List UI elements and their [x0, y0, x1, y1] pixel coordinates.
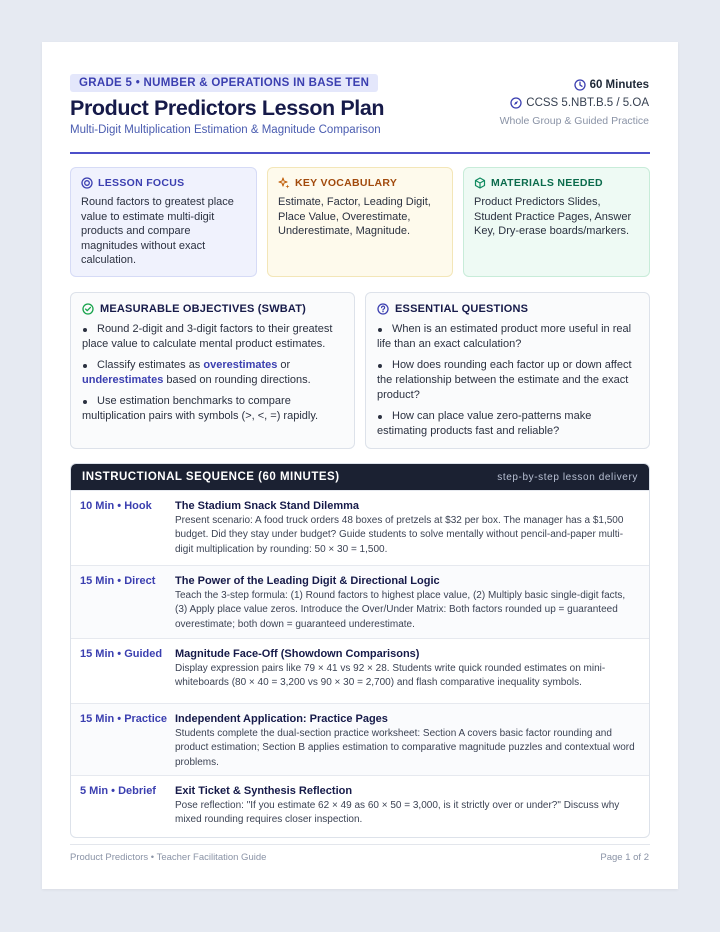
objective-text: based on rounding directions. — [163, 374, 311, 386]
header-divider — [70, 152, 650, 154]
vocabulary-text: Estimate, Factor, Leading Digit, Place Value, Overestimate, Underestimate, Magnitude. — [278, 196, 431, 238]
row-title: Exit Ticket & Synthesis Reflection — [175, 785, 353, 797]
row-title: The Power of the Leading Digit & Directional Logic — [175, 575, 440, 587]
objectives-box — [70, 292, 355, 449]
row-title: Independent Application: Practice Pages — [175, 713, 388, 725]
instructional-sequence — [70, 463, 650, 838]
objective-text: or — [277, 359, 291, 371]
lesson-plan-page — [42, 42, 678, 889]
row-title: Magnitude Face-Off (Showdown Comparisons) — [175, 648, 420, 660]
materials-heading — [474, 177, 639, 189]
sequence-row-practice — [71, 703, 649, 775]
check-circle-icon — [82, 303, 94, 315]
sequence-subtitle: step-by-step lesson delivery — [497, 471, 638, 483]
compass-icon — [510, 97, 522, 109]
vocabulary-heading — [278, 177, 442, 189]
sequence-title: INSTRUCTIONAL SEQUENCE (60 MINUTES) — [82, 471, 340, 483]
objectives-list — [82, 322, 343, 424]
page-number: Page 1 of 2 — [600, 852, 649, 863]
vocabulary-title: KEY VOCABULARY — [295, 177, 398, 189]
target-icon — [81, 177, 93, 189]
essential-questions-box — [365, 292, 650, 449]
essential-questions-heading — [377, 303, 638, 315]
lesson-focus-title: LESSON FOCUS — [98, 177, 185, 189]
row-time: 15 Min • Direct — [80, 575, 156, 587]
row-time: 10 Min • Hook — [80, 500, 152, 512]
objective-text: Classify estimates as — [97, 359, 204, 371]
delivery-mode: Whole Group & Guided Practice — [499, 115, 649, 127]
standards-text: CCSS 5.NBT.B.5 / 5.OA — [526, 97, 649, 109]
row-description: Display expression pairs like 79 × 41 vs 92 × 28. Students write quick rounded estimates on mini-whiteboards (80 × 40 = 3,200 vs 90 × 30 = 2,700) and flash comparative inequality symbols. — [175, 663, 606, 689]
questions-list — [377, 322, 638, 439]
vocabulary-card — [267, 167, 453, 277]
sequence-row-hook — [71, 490, 649, 565]
sequence-header — [71, 464, 649, 490]
materials-card — [463, 167, 650, 277]
sparkle-icon — [278, 177, 290, 189]
objective-item: Use estimation benchmarks to compare multiplication pairs with symbols (>, <, =) rapidly. — [82, 394, 343, 424]
package-icon — [474, 177, 486, 189]
page-title: Product Predictors Lesson Plan — [70, 96, 385, 120]
row-title: The Stadium Snack Stand Dilemma — [175, 500, 359, 512]
row-description: Teach the 3-step formula: (1) Round factors to highest place value, (2) Multiply basic single-digit facts, (3) Apply place value zeros. Introduce the Over/Under Matrix: Both factors rounded up = guaranteed overestimate; both down = guaranteed underestimate. — [175, 590, 626, 630]
row-description: Pose reflection: "If you estimate 62 × 49 as 60 × 50 = 3,000, is it strictly over or under?" Discuss why mixed rounding requires closer inspection. — [175, 800, 620, 826]
sequence-row-guided — [71, 638, 649, 703]
footer-guide-title: Product Predictors • Teacher Facilitation Guide — [70, 852, 267, 863]
row-time: 5 Min • Debrief — [80, 785, 156, 797]
clock-icon — [574, 79, 586, 91]
objective-item — [82, 358, 343, 388]
objectives-title: MEASURABLE OBJECTIVES (SWBAT) — [100, 303, 307, 315]
row-time: 15 Min • Practice — [80, 713, 168, 725]
page-subtitle: Multi-Digit Multiplication Estimation & Magnitude Comparison — [70, 124, 381, 136]
row-description: Present scenario: A food truck orders 48 boxes of pretzels at $32 per box. The manager has a $1,500 budget. Did they stay under budget? Guide students to solve mentally without pencil-and-paper multi-digit multiplication by rounding: 50 × 30 = 1,500. — [175, 515, 624, 555]
question-item: How can place value zero-patterns make estimating products fast and reliable? — [377, 409, 638, 439]
duration-text: 60 Minutes — [589, 79, 649, 91]
row-description: Students complete the dual-section practice worksheet: Section A covers basic factor rounding and product estimation; Section B applies estimation to comparative magnitude puzzles and contextual word problems. — [175, 728, 635, 768]
lesson-focus-heading — [81, 177, 246, 189]
lesson-focus-card — [70, 167, 257, 277]
sequence-row-direct — [71, 565, 649, 638]
underestimates-term: underestimates — [82, 374, 164, 386]
standards-meta — [510, 97, 649, 109]
overestimates-term: overestimates — [203, 359, 278, 371]
duration-meta — [574, 79, 649, 91]
materials-title: MATERIALS NEEDED — [491, 177, 603, 189]
question-circle-icon — [377, 303, 389, 315]
grade-badge: GRADE 5 • NUMBER & OPERATIONS IN BASE TEN — [70, 74, 378, 92]
lesson-focus-text: Round factors to greatest place value to estimate multi-digit products and compare magnitudes without exact calculation. — [81, 196, 234, 267]
question-item: When is an estimated product more useful in real life than an exact calculation? — [377, 322, 638, 352]
materials-text: Product Predictors Slides, Student Practice Pages, Answer Key, Dry-erase boards/markers. — [474, 196, 632, 238]
question-item: How does rounding each factor up or down affect the relationship between the estimate and the exact product? — [377, 358, 638, 403]
objective-item: Round 2-digit and 3-digit factors to their greatest place value to calculate mental product estimates. — [82, 322, 343, 352]
sequence-row-debrief — [71, 775, 649, 837]
row-time: 15 Min • Guided — [80, 648, 163, 660]
footer-divider — [70, 844, 650, 845]
objectives-heading — [82, 303, 343, 315]
essential-questions-title: ESSENTIAL QUESTIONS — [395, 303, 529, 315]
